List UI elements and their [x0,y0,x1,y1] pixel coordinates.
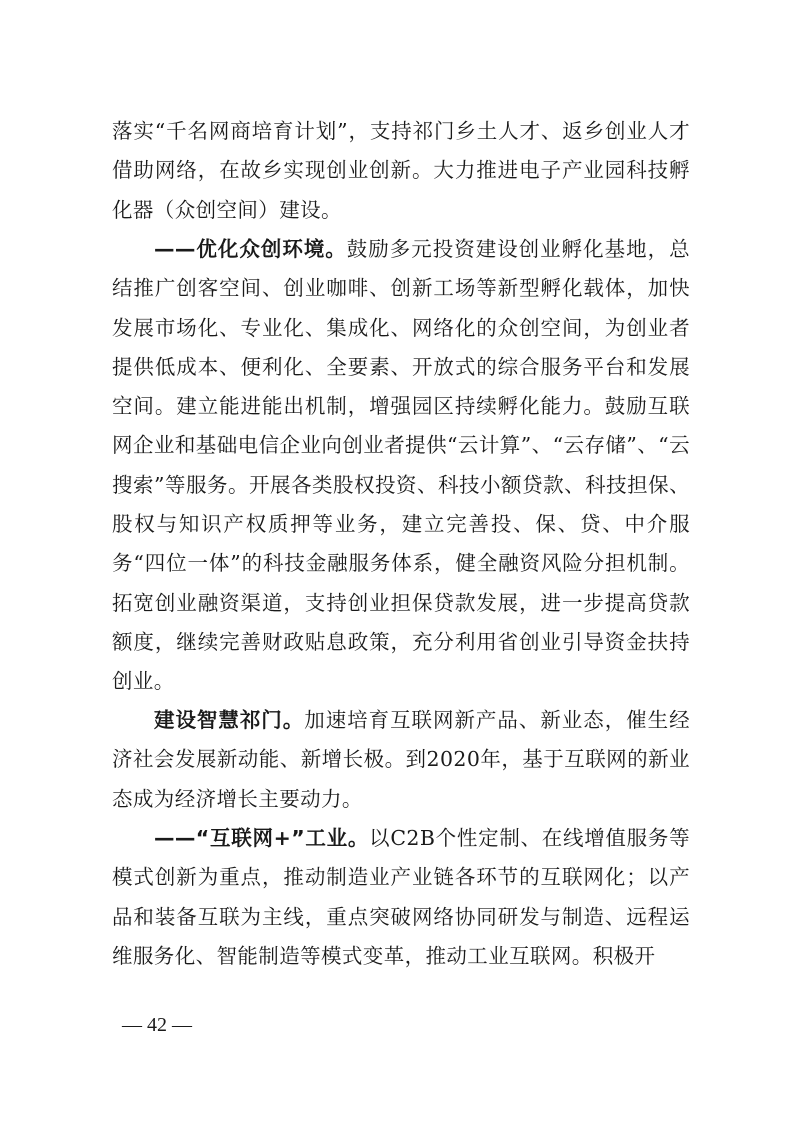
paragraph-internet-plus-industry [112,819,690,976]
paragraph-text: 鼓励多元投资建设创业孵化基地，总结推广创客空间、创业咖啡、创新工场等新型孵化载体，加快发展市场化、专业化、集成化、网络化的众创空间，为创业者提供低成本、便利化、全要素、开放式的综合服务平台和发展空间。建立能进能出机制，增强园区持续孵化能力。鼓励互联网企业和基础电信企业向创业者提供“云计算”、“云存储”、“云搜索”等服务。开展各类股权投资、科技小额贷款、科技担保、股权与知识产权质押等业务，建立完善投、保、贷、中介服务“四位一体”的科技金融服务体系，健全融资风险分担机制。拓宽创业融资渠道，支持创业担保贷款发展，进一步提高贷款额度，继续完善财政贴息政策，充分利用省创业引导资金扶持创业。 [112,237,690,694]
page-number: — 42 — [122,1014,192,1036]
paragraph-smart-qimen [112,701,690,819]
paragraph-heading: ——“互联网+”工业。 [154,826,370,850]
paragraph-text: 加速培育互联网新产品、新业态，催生经济社会发展新动能、新增长极。到2020年，基于互联网的新业态成为经济增长主要动力。 [112,708,690,811]
paragraph-text: 落实“千名网商培育计划”，支持祁门乡土人才、返乡创业人才借助网络，在故乡实现创业创新。大力推进电子产业园科技孵化器（众创空间）建设。 [112,119,690,222]
paragraph-innovation-environment [112,230,690,702]
paragraph-entrepreneur-support [112,112,690,230]
paragraph-heading: ——优化众创环境。 [154,237,347,261]
paragraph-heading: 建设智慧祁门。 [154,708,305,732]
paragraph-text: 以C2B个性定制、在线增值服务等模式创新为重点，推动制造业产业链各环节的互联网化；以产品和装备互联为主线，重点突破网络协同研发与制造、远程运维服务化、智能制造等模式变革，推动工业互联网。积极开 [112,826,690,968]
